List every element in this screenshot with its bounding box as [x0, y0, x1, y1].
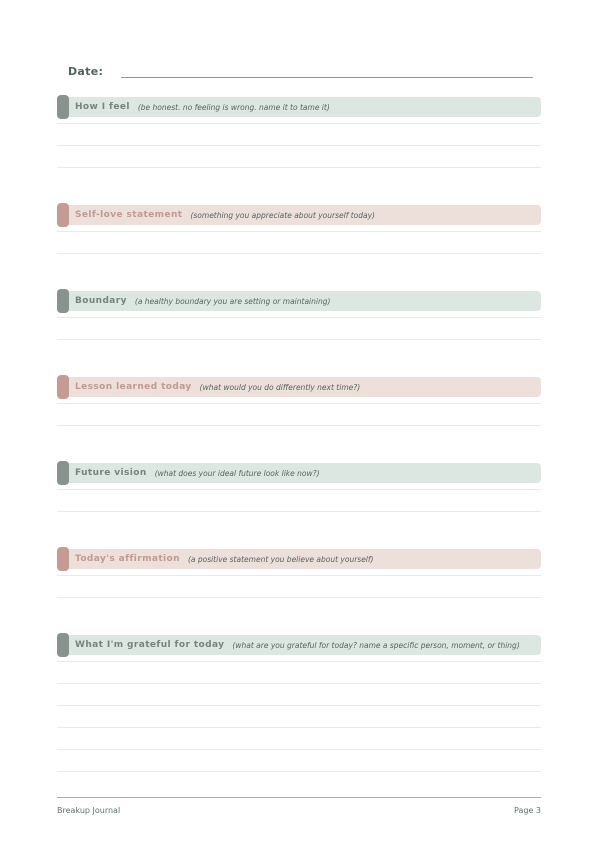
section-tab	[57, 203, 69, 227]
writing-line[interactable]	[57, 490, 541, 512]
section-hint: (what would you do differently next time?)	[199, 382, 361, 392]
date-row	[57, 62, 541, 78]
writing-line[interactable]	[57, 318, 541, 340]
section-header	[57, 205, 541, 225]
writing-line[interactable]	[57, 483, 541, 490]
section-hint: (what are you grateful for today? name a specific person, moment, or thing)	[232, 640, 520, 650]
section-title: Today's affirmation	[75, 554, 180, 564]
section-header	[57, 377, 541, 397]
section-tab	[57, 461, 69, 485]
date-input-line[interactable]	[121, 63, 533, 78]
section-hint: (a healthy boundary you are setting or maintaining)	[134, 296, 331, 306]
section-header	[57, 635, 541, 655]
section-affirmation	[57, 549, 541, 598]
writing-line[interactable]	[57, 655, 541, 662]
section-header	[57, 291, 541, 311]
writing-line[interactable]	[57, 225, 541, 232]
section-tab	[57, 375, 69, 399]
writing-line[interactable]	[57, 397, 541, 404]
section-header	[57, 97, 541, 117]
section-title: Boundary	[75, 296, 127, 306]
footer-page-number: Page 3	[514, 806, 541, 815]
writing-line[interactable]	[57, 662, 541, 684]
writing-line[interactable]	[57, 232, 541, 254]
writing-line[interactable]	[57, 706, 541, 728]
writing-line[interactable]	[57, 404, 541, 426]
section-hint: (a positive statement you believe about yourself)	[187, 554, 374, 564]
section-tab	[57, 547, 69, 571]
writing-area	[57, 569, 541, 598]
section-tab	[57, 633, 69, 657]
section-boundary	[57, 291, 541, 340]
section-hint: (something you appreciate about yourself today)	[190, 210, 375, 220]
section-tab	[57, 289, 69, 313]
section-header	[57, 463, 541, 483]
section-tab	[57, 95, 69, 119]
writing-line[interactable]	[57, 684, 541, 706]
writing-line[interactable]	[57, 124, 541, 146]
section-gratitude	[57, 635, 541, 772]
section-hint: (what does your ideal future look like now?)	[154, 468, 320, 478]
section-title: How I feel	[75, 102, 130, 112]
section-header	[57, 549, 541, 569]
writing-area	[57, 117, 541, 168]
section-title: Future vision	[75, 468, 147, 478]
writing-line[interactable]	[57, 569, 541, 576]
writing-line[interactable]	[57, 750, 541, 772]
writing-area	[57, 311, 541, 340]
section-self-love	[57, 205, 541, 254]
writing-line[interactable]	[57, 728, 541, 750]
section-future-vision	[57, 463, 541, 512]
section-how-i-feel	[57, 97, 541, 168]
writing-line[interactable]	[57, 576, 541, 598]
page-footer	[57, 797, 541, 815]
page-content	[57, 0, 541, 772]
writing-line[interactable]	[57, 311, 541, 318]
date-label: Date:	[68, 65, 104, 78]
writing-area	[57, 397, 541, 426]
writing-line[interactable]	[57, 146, 541, 168]
section-title: Lesson learned today	[75, 382, 192, 392]
section-hint: (be honest. no feeling is wrong. name it to tame it)	[137, 102, 330, 112]
writing-line[interactable]	[57, 117, 541, 124]
section-title: What I'm grateful for today	[75, 640, 225, 650]
section-lesson-learned	[57, 377, 541, 426]
writing-area	[57, 655, 541, 772]
writing-area	[57, 483, 541, 512]
writing-area	[57, 225, 541, 254]
footer-title: Breakup Journal	[57, 806, 121, 815]
section-title: Self-love statement	[75, 210, 183, 220]
